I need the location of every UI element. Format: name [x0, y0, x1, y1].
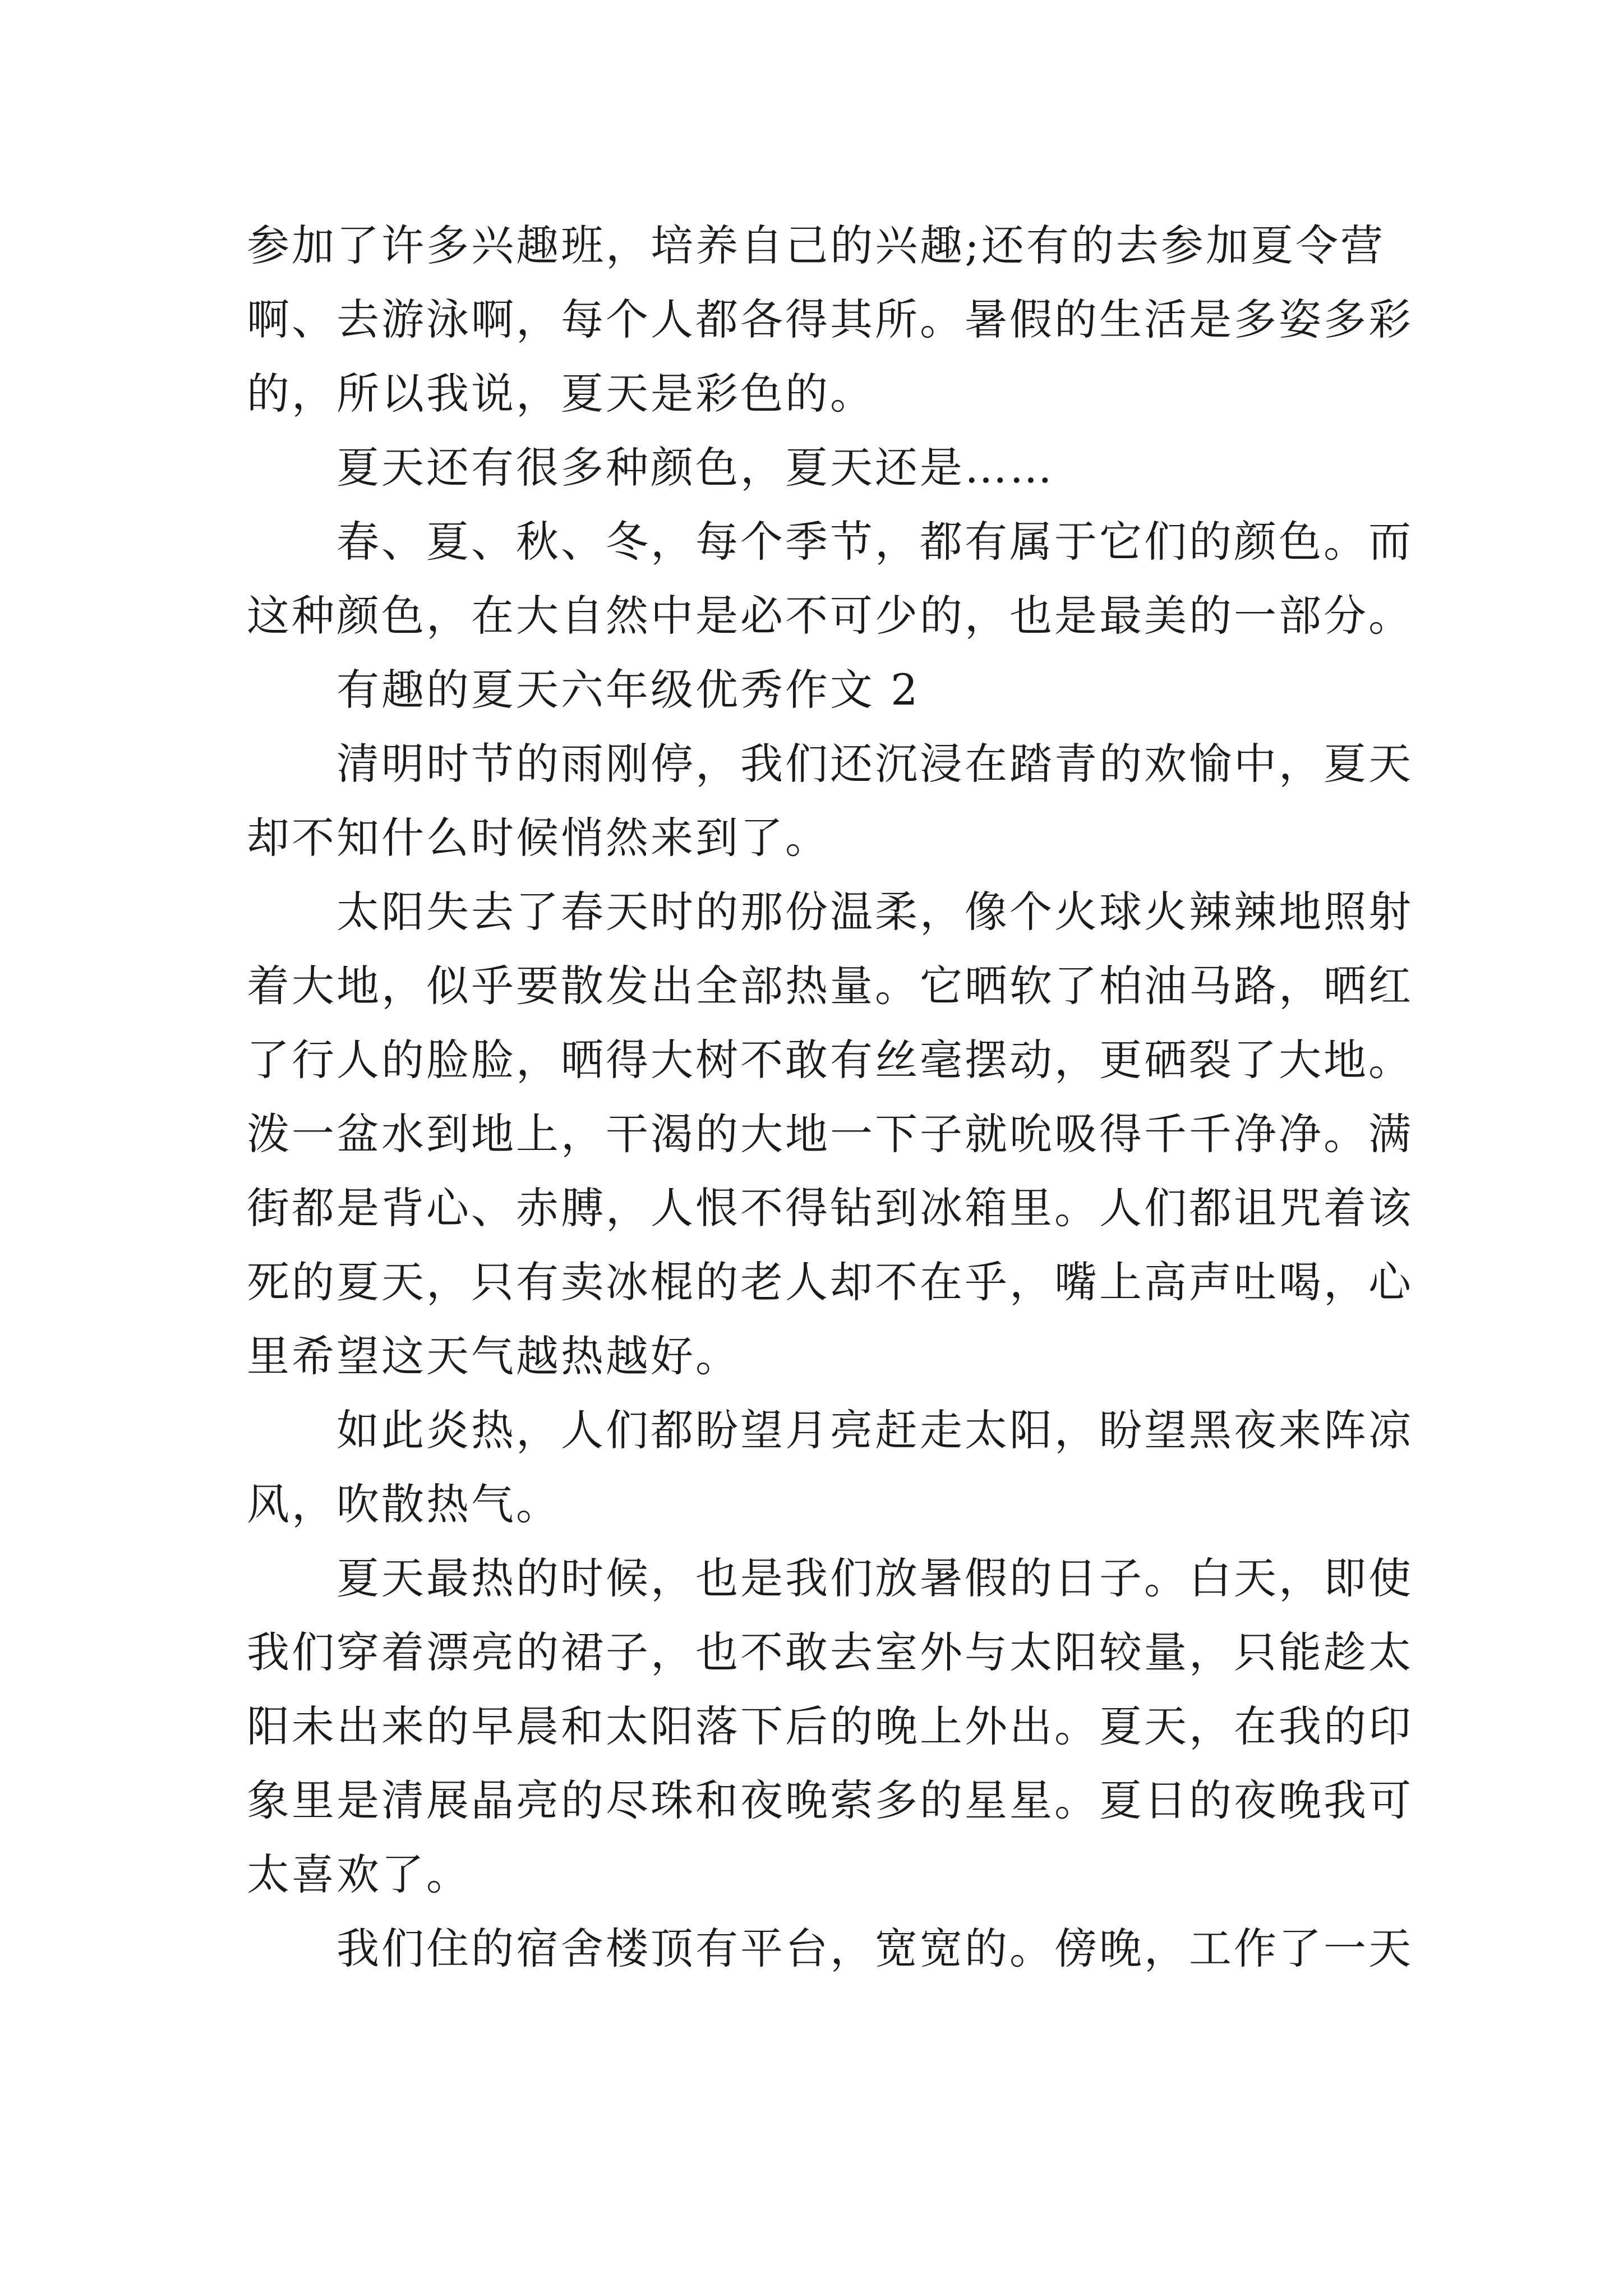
text-line: 街都是背心、赤膊，人恨不得钻到冰箱里。人们都诅咒着该 [247, 1183, 1413, 1233]
paragraph [247, 209, 1413, 431]
text-line: 太喜欢了。 [247, 1849, 471, 1899]
text-line: 了行人的脸脸，晒得大树不敢有丝毫摆动，更硒裂了大地。 [247, 1035, 1413, 1085]
text-line: 夏天最热的时候，也是我们放暑假的日子。白天，即使 [336, 1553, 1413, 1603]
text-line: 夏天还有很多种颜色，夏天还是…… [336, 443, 1054, 493]
paragraph [247, 1542, 1413, 1912]
text-line: 太阳失去了春天时的那份温柔，像个火球火辣辣地照射 [336, 887, 1413, 937]
text-line: 啊、去游泳啊，每个人都各得其所。暑假的生活是多姿多彩 [247, 295, 1413, 344]
text-line: 这种颜色，在大自然中是必不可少的，也是最美的一部分。 [247, 591, 1413, 641]
paragraph [247, 727, 1413, 875]
text-line: 死的夏天，只有卖冰棍的老人却不在乎，嘴上高声吐喝，心 [247, 1257, 1413, 1307]
essay-title: 有趣的夏天六年级优秀作文 2 [336, 665, 920, 715]
paragraph [247, 505, 1413, 653]
text-line: 我们住的宿舍楼顶有平台，宽宽的。傍晚，工作了一天 [336, 1924, 1413, 1973]
text-line: 阳未出来的早晨和太阳落下后的晚上外出。夏天，在我的印 [247, 1701, 1413, 1751]
essay-body [247, 209, 1413, 1986]
text-line: 里希望这天气越热越好。 [247, 1331, 740, 1381]
text-line: 清明时节的雨刚停，我们还沉浸在踏青的欢愉中，夏天 [336, 739, 1413, 789]
text-line: 着大地，似乎要散发出全部热量。它晒软了柏油马路，晒红 [247, 961, 1413, 1011]
section-heading [247, 653, 1385, 727]
text-line: 的，所以我说，夏天是彩色的。 [247, 369, 875, 418]
text-line: 却不知什么时候悄然来到了。 [247, 813, 830, 863]
paragraph [247, 1912, 1413, 1986]
paragraph [247, 1393, 1413, 1542]
text-line: 参加了许多兴趣班，培养自己的兴趣;还有的去参加夏令营 [247, 220, 1385, 270]
paragraph [247, 875, 1413, 1393]
text-line: 我们穿着漂亮的裙子，也不敢去室外与太阳较量，只能趁太 [247, 1627, 1413, 1677]
text-line: 象里是清展晶亮的尽珠和夜晚萦多的星星。夏日的夜晚我可 [247, 1775, 1413, 1825]
paragraph [247, 431, 1385, 505]
text-line: 风，吹散热气。 [247, 1479, 561, 1529]
text-line: 泼一盆水到地上，干渴的大地一下子就吮吸得千千净净。满 [247, 1109, 1413, 1159]
text-line: 春、夏、秋、冬，每个季节，都有属于它们的颜色。而 [336, 517, 1413, 567]
text-line: 如此炎热，人们都盼望月亮赶走太阳，盼望黑夜来阵凉 [336, 1405, 1413, 1455]
